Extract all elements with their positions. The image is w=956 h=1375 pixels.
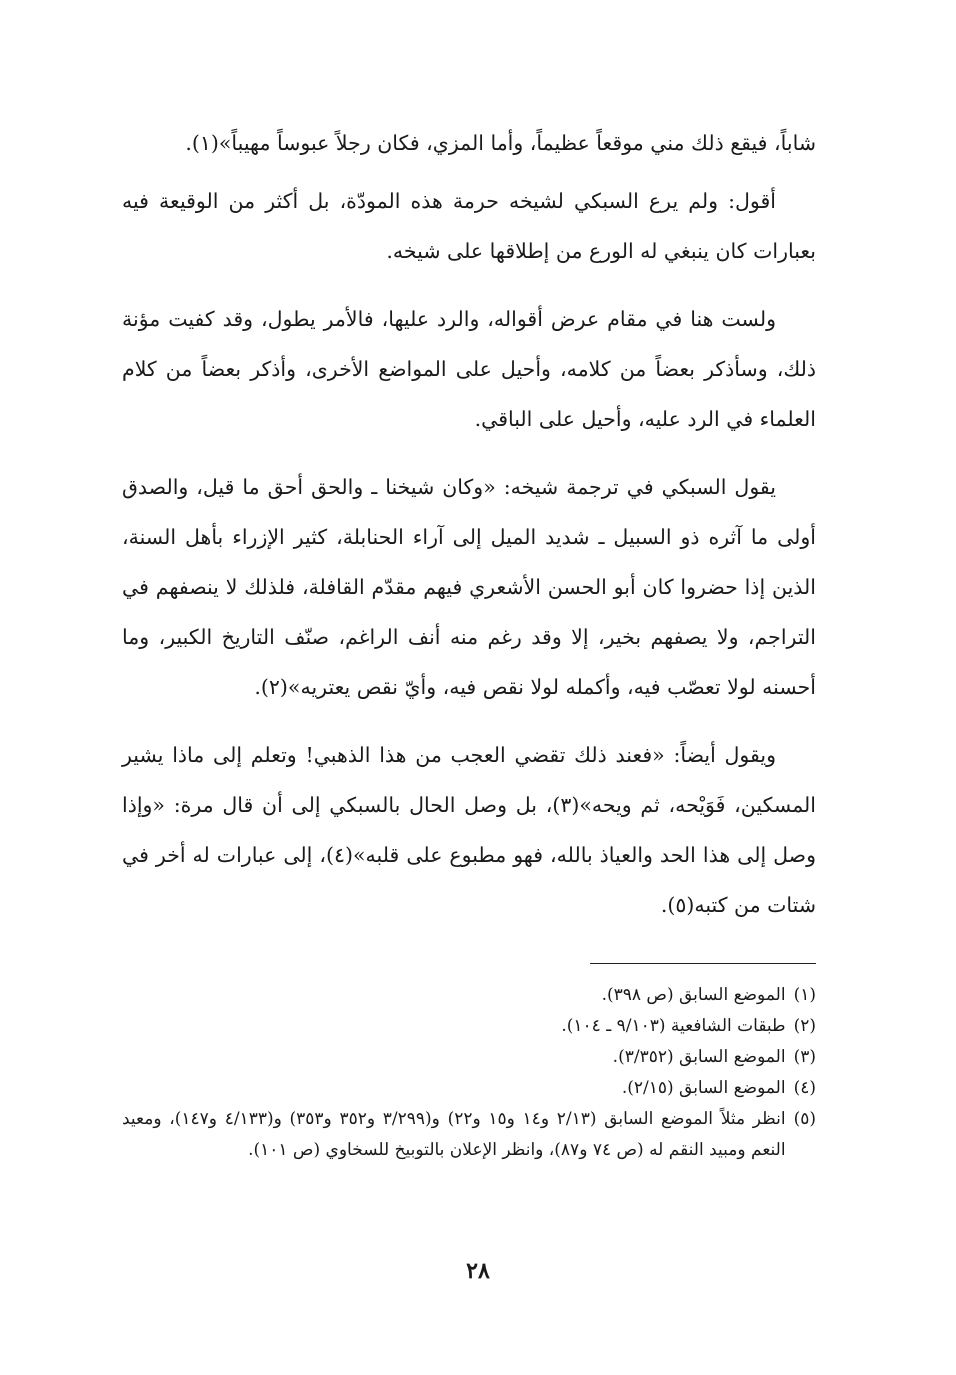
footnote-1	[122, 980, 816, 1011]
footnote-text: الموضع السابق (ص ٣٩٨).	[601, 985, 786, 1005]
paragraph-4: يقول السبكي في ترجمة شيخه: «وكان شيخنا ـ والحق أحق ما قيل، والصدق أولى ما آثره ذو السبيل ـ شديد الميل إلى آراء الحنابلة، كثير الإزراء بأهل السنة، الذين إذا حضروا كان أبو الحسن الأشعري فيهم مقدّم القافلة، فلذلك لا ينصفهم في التراجم، ولا يصفهم بخير، إلا وقد رغم منه أنف الراغم، صنّف التاريخ الكبير، وما أحسنه لولا تعصّب فيه، وأكمله لولا نقص فيه، وأيّ نقص يعتريه»(٢).	[122, 475, 816, 699]
footnotes	[122, 980, 816, 1166]
footnote-text: طبقات الشافعية (٩/١٠٣ ـ ١٠٤).	[561, 1016, 786, 1036]
footnote-2	[122, 1011, 816, 1042]
footnote-text: انظر مثلاً الموضع السابق (٢/١٣ و١٤ و١٥ و٢٢) و(٣/٢٩٩ و٣٥٢ و٣٥٣) و(٤/١٣٣ و١٤٧)، ومعيد النعم ومبيد النقم له (ص ٧٤ و٨٧)، وانظر الإعلان بالتوبيخ للسخاوي (ص ١٠١).	[122, 1109, 786, 1160]
footnote-4	[122, 1073, 816, 1104]
page-number: ٢٨	[466, 1258, 490, 1284]
footnote-number: (٥)	[793, 1109, 816, 1129]
footnote-text: الموضع السابق (٣/٣٥٢).	[612, 1047, 786, 1067]
footnote-number: (٣)	[793, 1047, 816, 1067]
footnote-3	[122, 1042, 816, 1073]
footnote-text: الموضع السابق (٢/١٥).	[621, 1078, 786, 1098]
paragraph-2: أقول: ولم يرع السبكي لشيخه حرمة هذه المودّة، بل أكثر من الوقيعة فيه بعبارات كان ينبغي له الورع من إطلاقها على شيخه.	[122, 189, 816, 263]
main-text	[122, 118, 816, 948]
footnote-separator	[590, 963, 816, 964]
footnote-number: (١)	[793, 985, 816, 1005]
paragraph-5: ويقول أيضاً: «فعند ذلك تقضي العجب من هذا الذهبي! وتعلم إلى ماذا يشير المسكين، فَوَيْحه، ثم ويحه»(٣)، بل وصل الحال بالسبكي إلى أن قال مرة: «وإذا وصل إلى هذا الحد والعياذ بالله، فهو مطبوع على قلبه»(٤)، إلى عبارات له أخر في شتات من كتبه(٥).	[122, 743, 816, 917]
paragraph-3: ولست هنا في مقام عرض أقواله، والرد عليها، فالأمر يطول، وقد كفيت مؤنة ذلك، وسأذكر بعضاً من كلامه، وأحيل على المواضع الأخرى، وأذكر بعضاً من كلام العلماء في الرد عليه، وأحيل على الباقي.	[122, 307, 816, 431]
paragraph-1: شاباً، فيقع ذلك مني موقعاً عظيماً، وأما المزي، فكان رجلاً عبوساً مهيباً»(١).	[185, 131, 816, 155]
footnote-5	[122, 1104, 816, 1166]
footnote-number: (٢)	[793, 1016, 816, 1036]
footnote-number: (٤)	[793, 1078, 816, 1098]
